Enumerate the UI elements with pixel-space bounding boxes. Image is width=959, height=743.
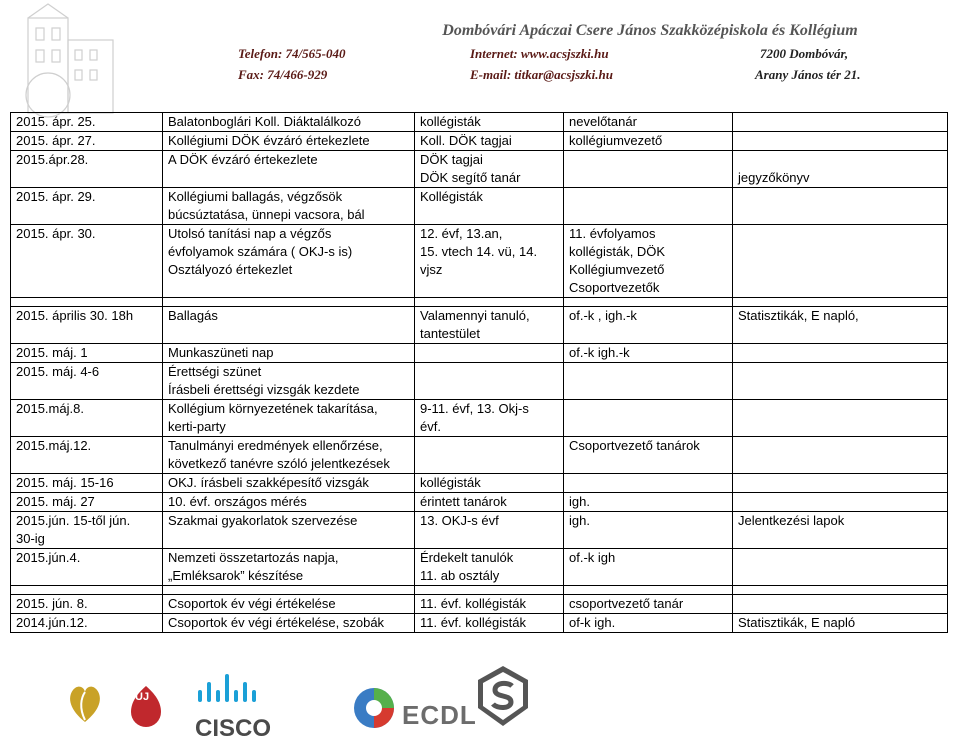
cell-participants: 11. évf. kollégisták (415, 595, 564, 614)
cell-note (733, 437, 948, 474)
cell-responsible (564, 151, 733, 188)
cell-participants (415, 298, 564, 307)
cell-responsible (564, 400, 733, 437)
cell-date: 2015.ápr.28. (11, 151, 163, 188)
cell-responsible (564, 363, 733, 400)
cell-responsible: 11. évfolyamos kollégisták, DÖK Kollégiumvezető Csoportvezetők (564, 225, 733, 298)
cell-note (733, 298, 948, 307)
ecdl-globe-icon (350, 684, 398, 732)
table-row (11, 132, 948, 151)
address-city: 7200 Dombóvár, (760, 46, 849, 61)
cell-event: Nemzeti összetartozás napja, „Emléksarok” készítése (163, 549, 415, 586)
cell-event: Csoportok év végi értékelése, szobák (163, 614, 415, 633)
cell-date: 2015.máj.8. (11, 400, 163, 437)
spacer-row (11, 586, 948, 595)
cisco-label: CISCO (195, 715, 272, 742)
cell-note: Jelentkezési lapok (733, 512, 948, 549)
cell-responsible: igh. (564, 493, 733, 512)
letterhead (0, 0, 959, 105)
cell-event: Csoportok év végi értékelése (163, 595, 415, 614)
cell-date: 2015. ápr. 25. (11, 113, 163, 132)
cell-responsible: igh. (564, 512, 733, 549)
cell-note (733, 132, 948, 151)
table-row (11, 188, 948, 225)
cell-date: 2015.máj.12. (11, 437, 163, 474)
cell-responsible: of.-k igh.-k (564, 344, 733, 363)
shield-s-icon (475, 664, 531, 728)
cell-participants: Kollégisták (415, 188, 564, 225)
cell-event: Tanulmányi eredmények ellenőrzése, következő tanévre szóló jelentkezések (163, 437, 415, 474)
cell-note (733, 188, 948, 225)
cell-note: Statisztikák, E napló (733, 614, 948, 633)
cell-date: 2015. máj. 1 (11, 344, 163, 363)
table-row (11, 493, 948, 512)
school-building-logo (0, 0, 150, 120)
cell-date: 2015. máj. 27 (11, 493, 163, 512)
cell-event: Kollégiumi DÖK évzáró értekezlete (163, 132, 415, 151)
table-row (11, 400, 948, 437)
cell-participants (415, 586, 564, 595)
cell-event (163, 586, 415, 595)
cell-date: 2015. ápr. 27. (11, 132, 163, 151)
cell-event: A DÖK évzáró értekezlete (163, 151, 415, 188)
cell-responsible: of.-k igh (564, 549, 733, 586)
cell-participants: 9-11. évf, 13. Okj-s évf. (415, 400, 564, 437)
cell-note (733, 595, 948, 614)
cell-responsible (564, 474, 733, 493)
cisco-bridge-icon (195, 670, 265, 706)
cell-event: Balatonboglári Koll. Diáktalálkozó (163, 113, 415, 132)
cell-event: Érettségi szünet Írásbeli érettségi vizsgák kezdete (163, 363, 415, 400)
cell-note (733, 474, 948, 493)
cell-participants: DÖK tagjai DÖK segítő tanár (415, 151, 564, 188)
cell-event: Kollégiumi ballagás, végzősök búcsúztatása, ünnepi vacsora, bál (163, 188, 415, 225)
table-row (11, 595, 948, 614)
table-row (11, 307, 948, 344)
table-row (11, 113, 948, 132)
email[interactable]: E-mail: titkar@acsjszki.hu (470, 67, 614, 82)
cell-date: 2015. április 30. 18h (11, 307, 163, 344)
cell-date (11, 586, 163, 595)
table-row (11, 614, 948, 633)
cell-participants (415, 437, 564, 474)
school-name: Dombóvári Apáczai Csere János Szakközépiskola és Kollégium (442, 22, 858, 39)
cell-participants (415, 363, 564, 400)
address-street: Arany János tér 21. (755, 67, 861, 82)
schedule-table (10, 112, 948, 633)
spacer-row (11, 298, 948, 307)
cell-note (733, 113, 948, 132)
website[interactable]: Internet: www.acsjszki.hu (470, 46, 609, 61)
cell-participants: Érdekelt tanulók 11. ab osztály (415, 549, 564, 586)
cell-participants: érintett tanárok (415, 493, 564, 512)
cell-note (733, 493, 948, 512)
cell-participants: Valamennyi tanuló, tantestület (415, 307, 564, 344)
cell-participants: kollégisták (415, 113, 564, 132)
cell-responsible: of-k igh. (564, 614, 733, 633)
fax: Fax: 74/466-929 (238, 67, 328, 82)
cell-note: Statisztikák, E napló, (733, 307, 948, 344)
cell-event: Szakmai gyakorlatok szervezése (163, 512, 415, 549)
cell-date: 2015.jún. 15-től jún. 30-ig (11, 512, 163, 549)
cell-event: Utolsó tanítási nap a végzős évfolyamok számára ( OKJ-s is) Osztályozó értekezlet (163, 225, 415, 298)
cell-note (733, 400, 948, 437)
cell-date: 2015. máj. 15-16 (11, 474, 163, 493)
table-row (11, 474, 948, 493)
cell-date: 2014.jún.12. (11, 614, 163, 633)
cell-date (11, 298, 163, 307)
cell-note (733, 549, 948, 586)
cell-participants (415, 344, 564, 363)
table-row (11, 151, 948, 188)
cell-responsible (564, 188, 733, 225)
cell-event (163, 298, 415, 307)
cell-note (733, 363, 948, 400)
cell-participants: kollégisták (415, 474, 564, 493)
table-row (11, 363, 948, 400)
table-row (11, 437, 948, 474)
cell-responsible: of.-k , igh.-k (564, 307, 733, 344)
cell-responsible (564, 298, 733, 307)
table-row (11, 225, 948, 298)
cell-note (733, 586, 948, 595)
cell-responsible: kollégiumvezető (564, 132, 733, 151)
cell-participants: 11. évf. kollégisták (415, 614, 564, 633)
table-row (11, 549, 948, 586)
cell-date: 2015. ápr. 30. (11, 225, 163, 298)
ecdl-label: ECDL (402, 700, 477, 730)
schedule-body (11, 113, 948, 633)
cell-event: Kollégium környezetének takarítása, kerti-party (163, 400, 415, 437)
table-row (11, 344, 948, 363)
uj-label: ÚJ (135, 691, 150, 703)
cell-responsible: Csoportvezető tanárok (564, 437, 733, 474)
cell-responsible: csoportvezető tanár (564, 595, 733, 614)
cell-event: 10. évf. országos mérés (163, 493, 415, 512)
cell-event: Ballagás (163, 307, 415, 344)
cell-date: 2015. jún. 8. (11, 595, 163, 614)
cell-event: Munkaszüneti nap (163, 344, 415, 363)
cell-event: OKJ. írásbeli szakképesítő vizsgák (163, 474, 415, 493)
heart-leaf-icon (65, 672, 105, 732)
cell-date: 2015.jún.4. (11, 549, 163, 586)
cell-note: jegyzőkönyv (733, 151, 948, 188)
cell-date: 2015. ápr. 29. (11, 188, 163, 225)
cell-participants: Koll. DÖK tagjai (415, 132, 564, 151)
phone: Telefon: 74/565-040 (238, 46, 346, 61)
cell-date: 2015. máj. 4-6 (11, 363, 163, 400)
cell-participants: 13. OKJ-s évf (415, 512, 564, 549)
cell-participants: 12. évf, 13.an, 15. vtech 14. vü, 14. vjsz (415, 225, 564, 298)
cell-note (733, 225, 948, 298)
cell-responsible: nevelőtanár (564, 113, 733, 132)
cell-note (733, 344, 948, 363)
table-row (11, 512, 948, 549)
cell-responsible (564, 586, 733, 595)
